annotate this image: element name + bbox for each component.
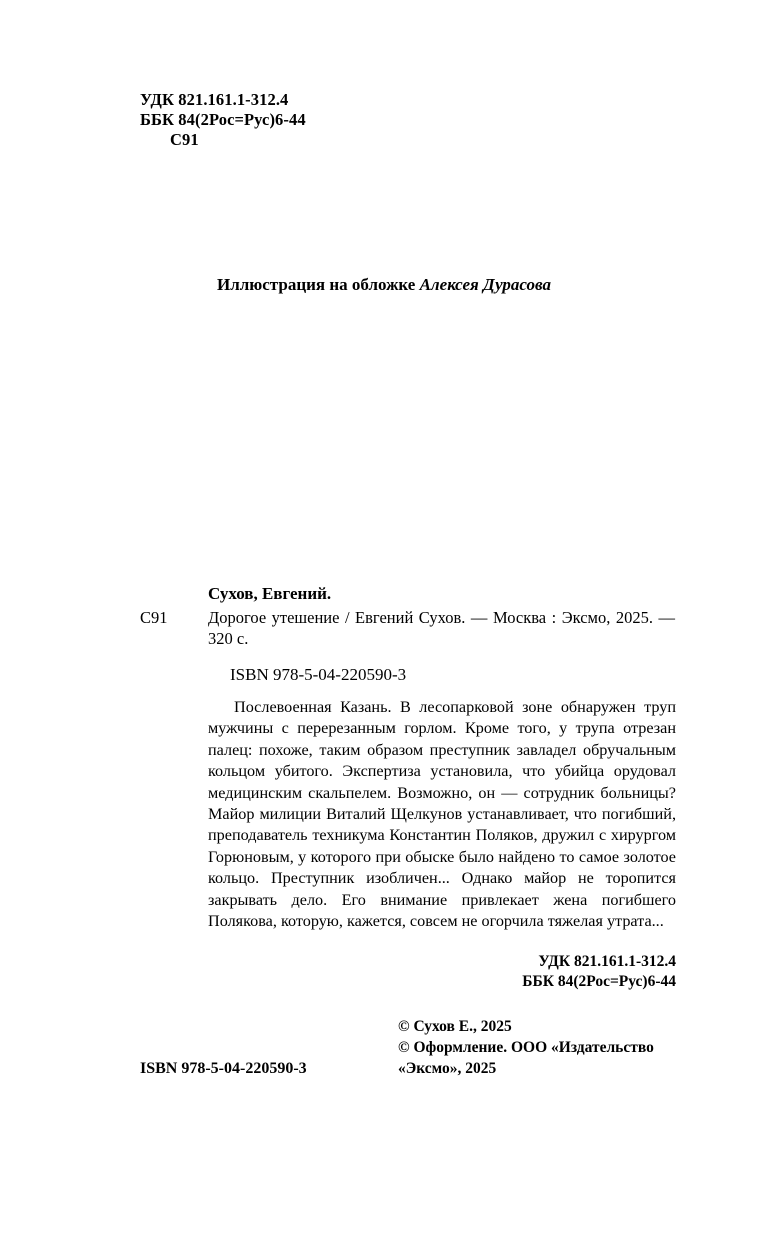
cover-artist-name: Алексея Дурасова — [419, 275, 552, 294]
copyright-author-line: © Сухов Е., 2025 — [398, 1018, 512, 1035]
copyright-publisher-line1: © Оформление. ООО «Издательство — [398, 1039, 654, 1056]
classification-codes-bottom — [408, 952, 676, 992]
copyright-publisher-line2: «Эксмо», 2025 — [398, 1060, 497, 1077]
book-annotation: Послевоенная Казань. В лесопарковой зоне обнаружен труп мужчины с перерезанным горлом. Кроме того, у трупа отрезан палец: похоже, таким образом преступник завладел обручальным кольцом убитого. Экспертиза установила, что убийца орудовал медицинским скальпелем. Возможно, он — сотрудник больницы? Майор милиции Виталий Щелкунов устанавливает, что погибший, преподаватель техникума Константин Поляков, дружил с хирургом Горюновым, у которого при обыске было найдено то самое золотое кольцо. Преступник изобличен... Однако майор не торопится закрывать дело. Его внимание привлекает жена погибшего Полякова, которую, кажется, совсем не огорчила тяжелая утрата... — [208, 698, 676, 931]
shelf-mark-top: С91 — [170, 130, 199, 149]
udk-code-bottom: УДК 821.161.1-312.4 — [538, 953, 676, 970]
bibliographic-body — [208, 583, 675, 685]
copyright-block — [398, 1016, 676, 1079]
bbk-code-top: ББК 84(2Рос=Рус)6-44 — [140, 110, 306, 129]
cover-credit-prefix: Иллюстрация на обложке — [216, 275, 420, 294]
isbn-record: ISBN 978-5-04-220590-3 — [230, 664, 407, 684]
udk-code-top: УДК 821.161.1-312.4 — [140, 90, 289, 109]
bibliographic-record — [140, 583, 675, 685]
isbn-bottom: ISBN 978-5-04-220590-3 — [140, 1060, 307, 1077]
shelf-mark-record: С91 — [140, 608, 168, 627]
bbk-code-bottom: ББК 84(2Рос=Рус)6-44 — [522, 973, 676, 990]
cover-illustration-credit — [0, 275, 768, 295]
book-author: Сухов, Евгений. — [208, 584, 332, 603]
book-description: Дорогое утешение / Евгений Сухов. — Москва : Эксмо, 2025. — 320 с. — [208, 607, 675, 648]
classification-codes-top — [140, 90, 306, 150]
